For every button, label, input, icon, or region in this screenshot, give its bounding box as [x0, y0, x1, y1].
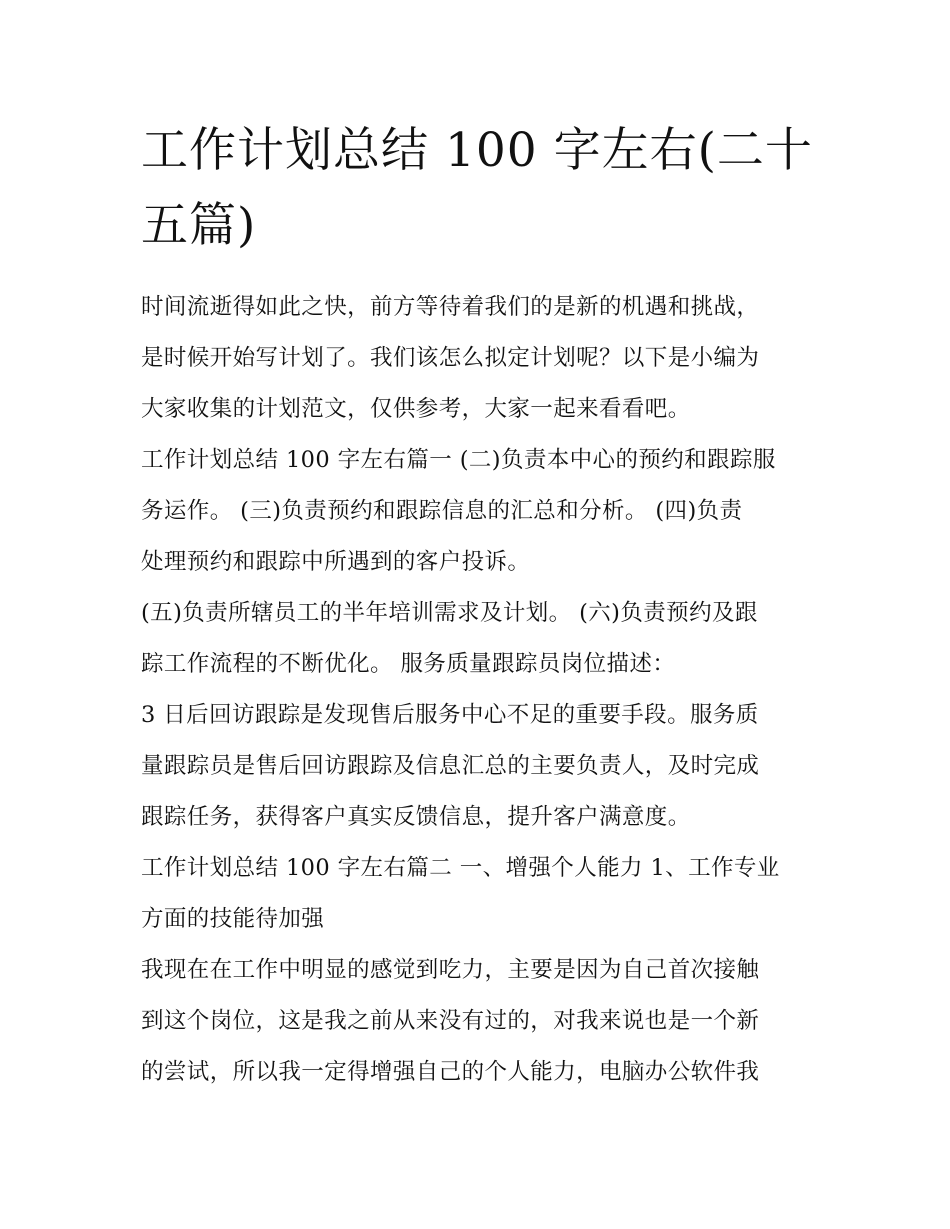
text-line: 量跟踪员是售后回访跟踪及信息汇总的主要负责人，及时完成	[141, 753, 760, 779]
text-line: 是时候开始写计划了。我们该怎么拟定计划呢？以下是小编为	[141, 345, 760, 371]
document-body	[141, 282, 813, 1098]
text-line: 跟踪任务，获得客户真实反馈信息，提升客户满意度。	[141, 804, 691, 830]
text-line: 工作计划总结 100 字左右篇一 (二)负责本中心的预约和跟踪服	[141, 447, 776, 473]
paragraph-section-1	[141, 435, 813, 588]
text-line: 3 日后回访跟踪是发现售后服务中心不足的重要手段。服务质	[141, 702, 759, 728]
paragraph-section-2	[141, 843, 813, 945]
title-line-2: 五篇)	[141, 198, 257, 253]
text-line: 到这个岗位，这是我之前从来没有过的，对我来说也是一个新	[141, 1008, 760, 1034]
paragraph-personal	[141, 945, 813, 1098]
text-line: 的尝试，所以我一定得增强自己的个人能力，电脑办公软件我	[141, 1059, 760, 1085]
paragraph-followup	[141, 690, 813, 843]
text-line: 踪工作流程的不断优化。 服务质量跟踪员岗位描述：	[141, 651, 676, 677]
text-line: 处理预约和跟踪中所遇到的客户投诉。	[141, 549, 531, 575]
text-line: 方面的技能待加强	[141, 906, 325, 932]
title-line-1: 工作计划总结 100 字左右(二十	[141, 123, 813, 178]
text-line: (五)负责所辖员工的半年培训需求及计划。 (六)负责预约及跟	[141, 600, 758, 626]
document-title	[141, 113, 813, 263]
text-line: 工作计划总结 100 字左右篇二 一、增强个人能力 1、工作专业	[141, 855, 780, 881]
paragraph-duties	[141, 588, 813, 690]
text-line: 时间流逝得如此之快，前方等待着我们的是新的机遇和挑战，	[141, 294, 760, 320]
text-line: 务运作。 (三)负责预约和跟踪信息的汇总和分析。 (四)负责	[141, 498, 743, 524]
text-line: 大家收集的计划范文，仅供参考，大家一起来看看吧。	[141, 396, 691, 422]
text-line: 我现在在工作中明显的感觉到吃力，主要是因为自己首次接触	[141, 957, 760, 983]
paragraph-intro	[141, 282, 813, 435]
